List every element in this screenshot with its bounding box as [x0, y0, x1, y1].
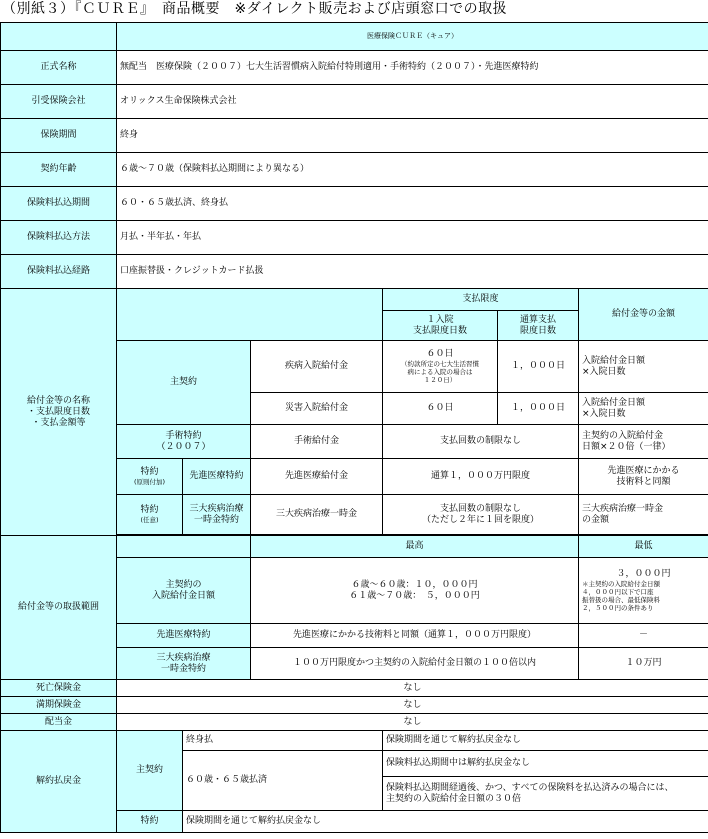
benefits-header-row-1 — [1, 289, 708, 311]
pay-period-label: 保険料払込期間 — [1, 187, 117, 221]
age-value: ６歳～７０歳（保険料払込期間により異なる） — [117, 153, 708, 187]
death-value: なし — [117, 680, 708, 697]
maturity-label: 満期保険金 — [1, 697, 117, 714]
pay-route-value: 口座振替扱・クレジットカード払扱 — [117, 255, 708, 289]
pay-method-label: 保険料払込方法 — [1, 221, 117, 255]
pay-route-label: 保険料払込経路 — [1, 255, 117, 289]
range-advanced-name: 先進医療特約 — [117, 624, 251, 648]
insurer-value: オリックス生命保険株式会社 — [117, 85, 708, 119]
death-row — [1, 680, 708, 697]
disease-note: （約款所定の七大生活習慣 病による入院の場合は １２０日） — [401, 360, 479, 384]
range-daily-name: 主契約の 入院給付金日額 — [117, 558, 251, 624]
disease-total: １，０００日 — [498, 341, 579, 393]
range-three-min: １０万円 — [579, 648, 708, 680]
surrender-row-1 — [1, 731, 708, 751]
surgery-rider-name: 手術特約 （２００７） — [117, 425, 251, 459]
accident-total: １，０００日 — [498, 393, 579, 425]
benefits-label: 給付金等の名称 ・支払限度日数 ・支払金額等 — [1, 289, 117, 536]
surrender-label: 解約払戻金 — [1, 731, 117, 833]
dividend-label: 配当金 — [1, 714, 117, 731]
maturity-row — [1, 697, 708, 714]
range-three-name: 三大疾病治療 一時金特約 — [117, 648, 251, 680]
range-advanced-min: － — [579, 624, 708, 648]
rider-label-2: 特約 — [140, 505, 159, 515]
surgery-benefit: 手術給付金 — [251, 425, 383, 459]
advanced-amount: 先進医療にかかる 技術料と同額 — [579, 459, 708, 495]
row-pay-route — [1, 255, 708, 289]
surgery-amount: 主契約の入院給付金 日額×２０倍（一律） — [579, 425, 708, 459]
range-daily-note: ＊主契約の入院給付金日額 ４，０００円以下で口座 振替扱の場合、最低保険料 ２，５００円の条件あり — [582, 580, 660, 612]
rider-label-default — [117, 459, 183, 495]
disease-days-cell — [383, 341, 498, 393]
row-official-name — [1, 51, 708, 85]
range-label: 給付金等の取扱範囲 — [1, 536, 117, 680]
accident-name: 災害入院給付金 — [251, 393, 383, 425]
per-stay-header: １入院 支払限度日数 — [383, 311, 498, 341]
range-daily-max: ６歳～６０歳：１０，０００円 ６１歳～７０歳： ５，０００円 — [251, 558, 579, 624]
surrender-main-label: 主契約 — [117, 731, 183, 811]
advanced-benefit: 先進医療給付金 — [251, 459, 383, 495]
surrender-rider-label: 特約 — [117, 811, 183, 833]
official-name-value: 無配当 医療保険（２００７）七大生活習慣病入院給付特則適用・手術特約（２００７）・先進医療特約 — [117, 51, 708, 85]
surrender-lifetime: 終身払 — [183, 731, 383, 751]
range-three-max: １００万円限度かつ主契約の入院給付金日額の１００倍以内 — [251, 648, 579, 680]
limit-header: 支払限度 — [383, 289, 579, 311]
rider-label-1: 特約 — [140, 467, 159, 477]
disease-days: ６０日 — [426, 349, 454, 359]
dividend-value: なし — [117, 714, 708, 731]
surrender-paidup-value-2: 保険料払込期間経過後、かつ、すべての保険料を払込済みの場合には、 主契約の入院給付金日額の３０倍 — [383, 777, 708, 811]
surrender-rider-value: 保険期間を通じて解約払戻金なし — [183, 811, 708, 833]
three-benefit: 三大疾病治療一時金 — [251, 495, 383, 535]
advanced-name: 先進医療特約 — [183, 459, 251, 495]
row-pay-method — [1, 221, 708, 255]
page-title: （別紙３）『ＣＵＲＥ』 商品概要 ※ダイレクト販売および店頭窓口での取扱 — [2, 1, 508, 17]
row-period — [1, 119, 708, 153]
three-name: 三大疾病治療 一時金特約 — [183, 495, 251, 535]
accident-amount: 入院給付金日額 ×入院日数 — [579, 393, 708, 425]
pay-period-value: ６０・６５歳払済、終身払 — [117, 187, 708, 221]
insurer-label: 引受保険会社 — [1, 85, 117, 119]
max-header: 最高 — [251, 536, 579, 558]
surrender-lifetime-value: 保険期間を通じて解約払戻金なし — [383, 731, 708, 751]
accident-days: ６０日 — [383, 393, 498, 425]
dividend-row — [1, 714, 708, 731]
row-pay-period — [1, 187, 708, 221]
surrender-paidup-value-1: 保険料払込期間中は解約払戻金なし — [383, 751, 708, 777]
min-header: 最低 — [579, 536, 708, 558]
period-label: 保険期間 — [1, 119, 117, 153]
row-insurer — [1, 85, 708, 119]
range-advanced-max: 先進医療にかかる技術料と同額（通算１，０００万円限度） — [251, 624, 579, 648]
age-label: 契約年齢 — [1, 153, 117, 187]
rider-label-optional — [117, 495, 183, 535]
disease-name: 疾病入院給付金 — [251, 341, 383, 393]
range-header-row — [1, 536, 708, 558]
range-daily-min-cell — [579, 558, 708, 624]
advanced-limit: 通算１，０００万円限度 — [383, 459, 579, 495]
rider-sub-2: (任意) — [140, 516, 159, 524]
three-limit: 支払回数の制限なし （ただし２年に１回を限度） — [383, 495, 579, 535]
total-header: 通算支払 限度日数 — [498, 311, 579, 341]
surgery-limit: 支払回数の制限なし — [383, 425, 579, 459]
official-name-label: 正式名称 — [1, 51, 117, 85]
range-daily-min: ３，０００円 — [616, 569, 671, 579]
maturity-value: なし — [117, 697, 708, 714]
header-row — [1, 23, 708, 51]
period-value: 終身 — [117, 119, 708, 153]
pay-method-value: 月払・半年払・年払 — [117, 221, 708, 255]
surrender-paidup: ６０歳・６５歳払済 — [183, 751, 383, 811]
disease-amount: 入院給付金日額 ×入院日数 — [579, 341, 708, 393]
three-amount: 三大疾病治療一時金 の金額 — [579, 495, 708, 535]
death-label: 死亡保険金 — [1, 680, 117, 697]
main-contract-label: 主契約 — [117, 341, 251, 425]
row-age — [1, 153, 708, 187]
product-overview-table — [0, 22, 708, 833]
amount-header: 給付金等の金額 — [579, 289, 708, 341]
product-name-header: 医療保険ＣＵＲＥ（キュア） — [117, 23, 708, 51]
rider-sub-1: (原則付加) — [133, 478, 166, 486]
